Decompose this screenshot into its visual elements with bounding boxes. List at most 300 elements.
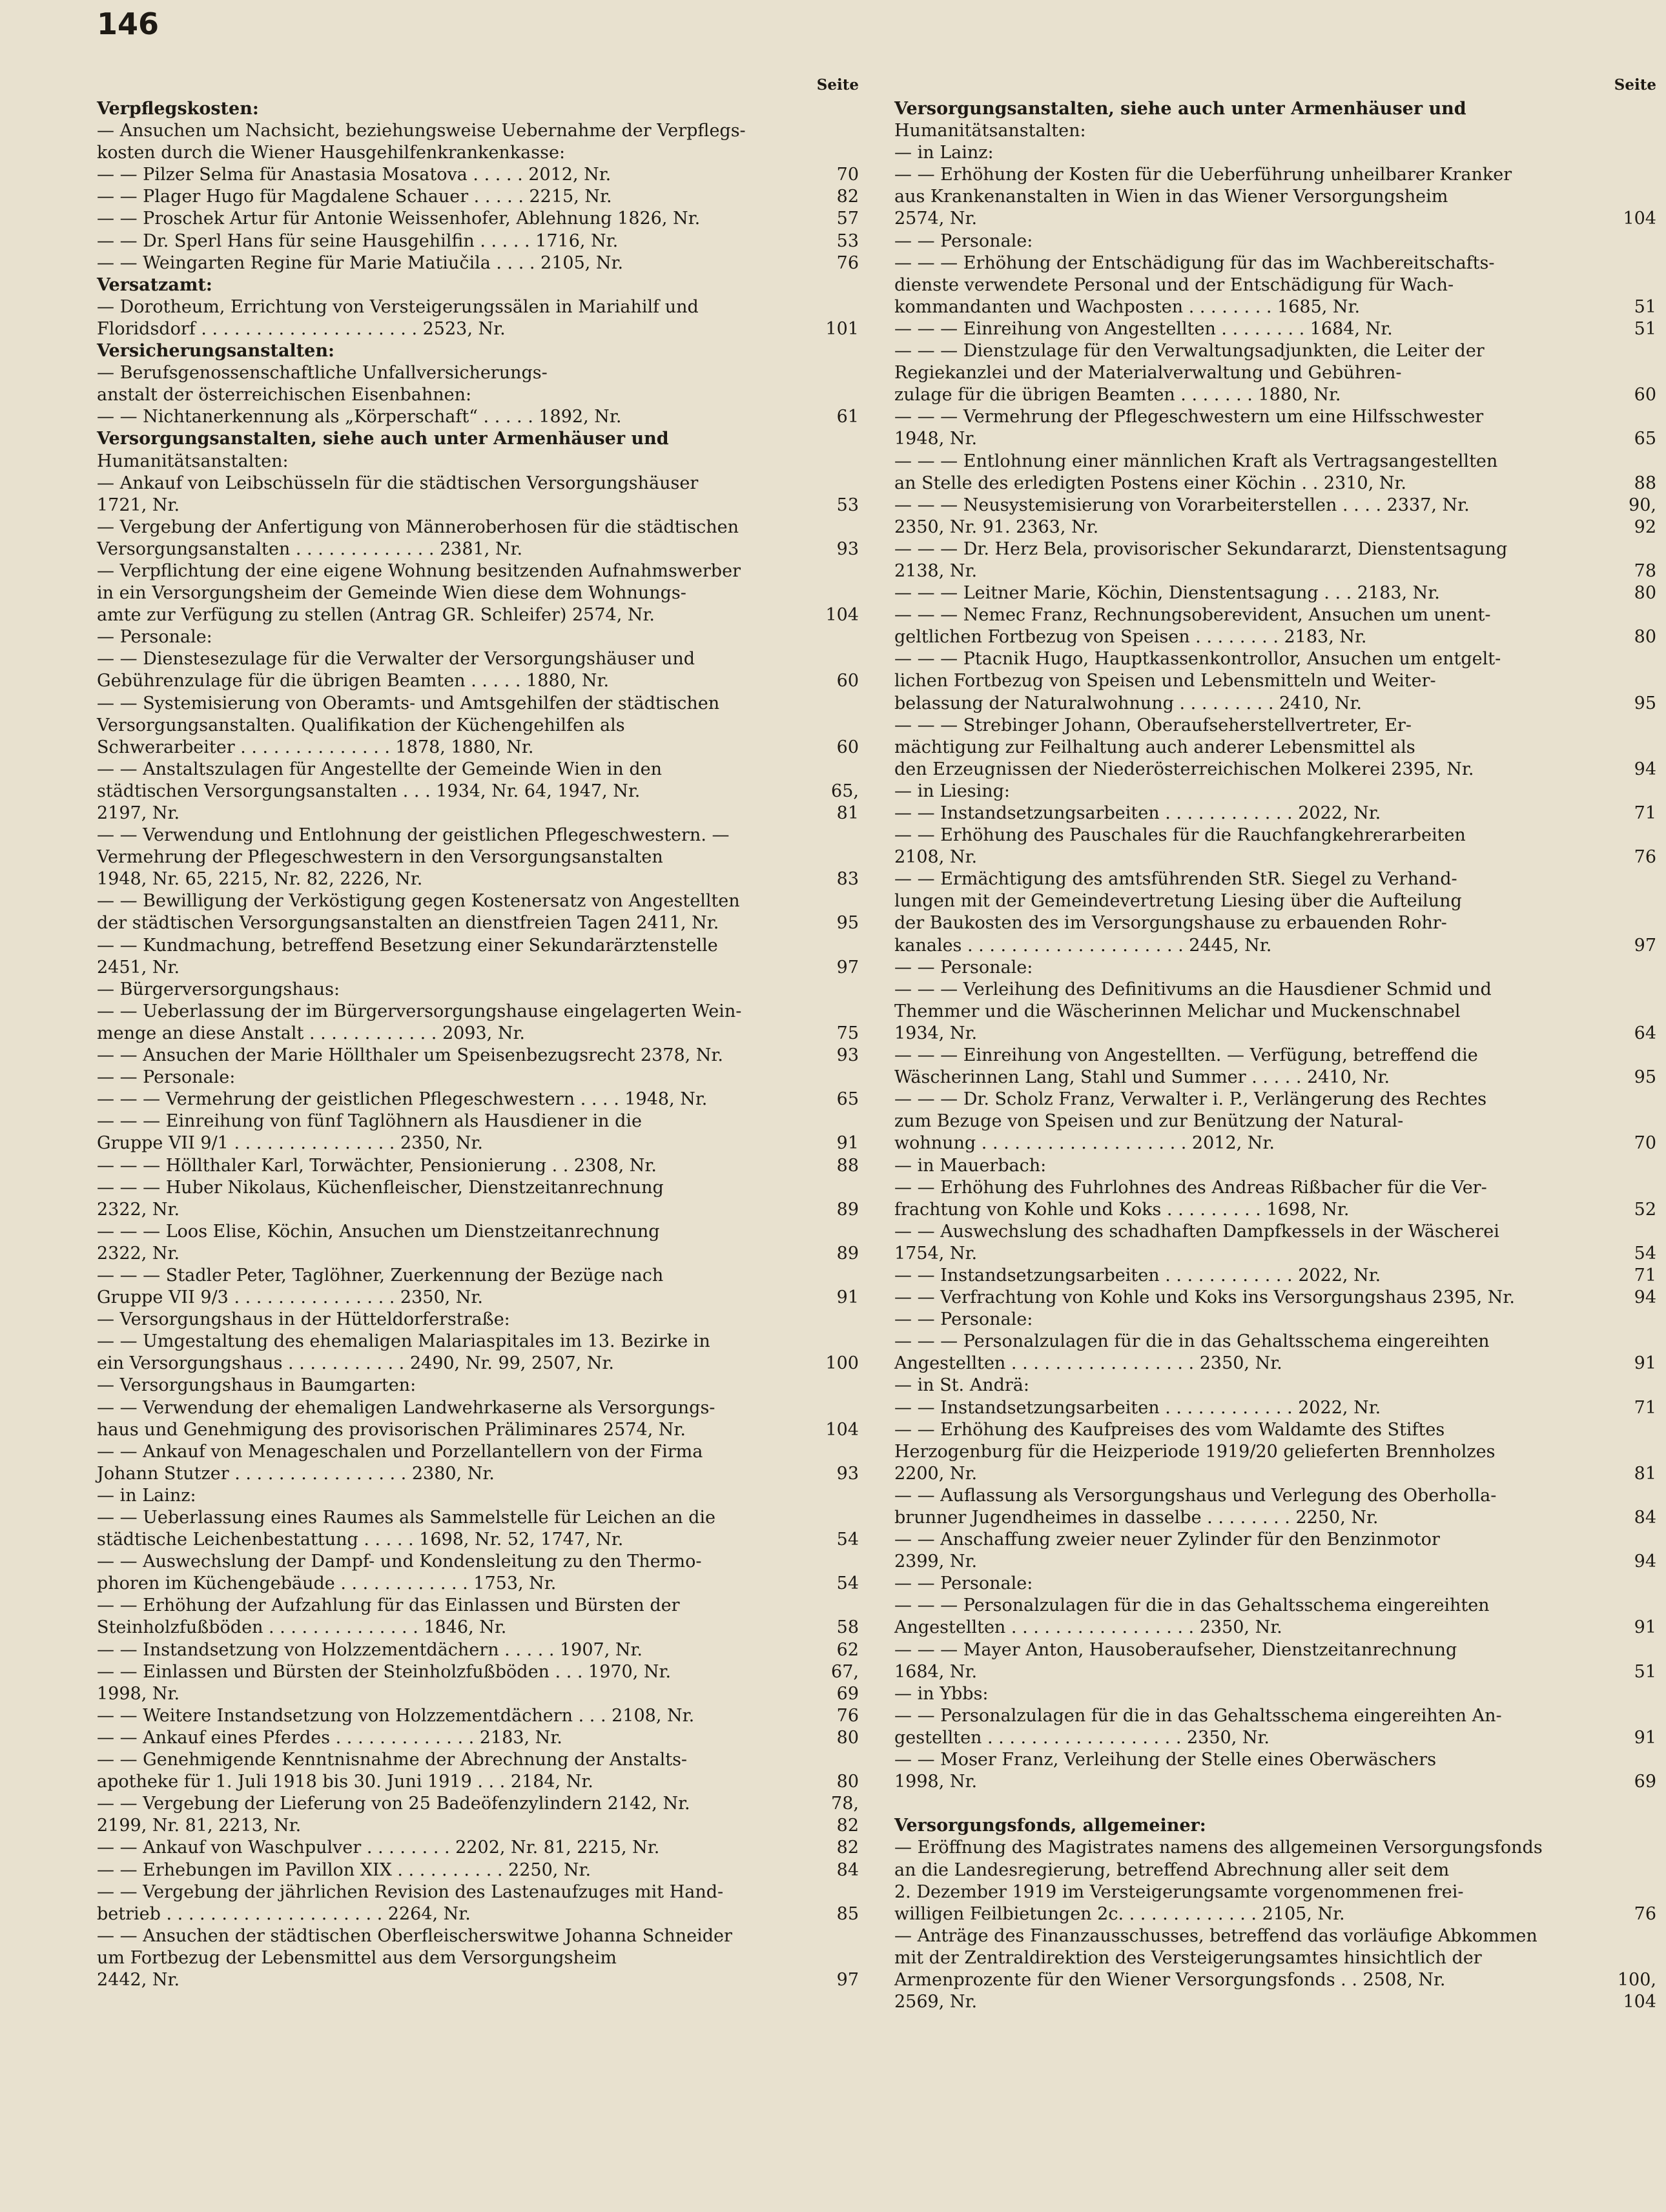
index-entry-text: — — Ueberlassung der im Bürgerversorgungshause eingelagerten Wein- xyxy=(97,1001,742,1021)
index-entry-text: 2399, Nr. xyxy=(894,1551,978,1572)
index-line xyxy=(894,604,1656,626)
index-entry-text: — — — Stadler Peter, Taglöhner, Zuerkennung der Bezüge nach xyxy=(97,1265,664,1285)
index-entry-text: — Ankauf von Leibschüsseln für die städtischen Versorgungshäuser xyxy=(97,473,699,493)
index-line xyxy=(894,1595,1656,1617)
index-line xyxy=(97,890,859,912)
index-line xyxy=(97,1925,859,1947)
index-entry-text: 2322, Nr. xyxy=(97,1199,180,1220)
index-entry-text: 2350, Nr. 91. 2363, Nr. xyxy=(894,517,1099,537)
index-line xyxy=(97,1837,859,1859)
page-reference: 91 xyxy=(836,1287,859,1308)
index-entry-text: anstalt der österreichischen Eisenbahnen: xyxy=(97,385,472,405)
index-entry-text: — — — Einreihung von Angestellten . . . . . . . . 1684, Nr. xyxy=(894,318,1393,339)
page-reference: 51 xyxy=(1634,318,1656,339)
index-entry-text: 2574, Nr. xyxy=(894,209,978,229)
index-entry-text: Steinholzfußböden . . . . . . . . . . . . . . 1846, Nr. xyxy=(97,1617,507,1638)
index-entry-text: Armenprozente für den Wiener Versorgungsfonds . . 2508, Nr. xyxy=(894,1969,1446,1990)
page-reference: 93 xyxy=(836,1045,859,1066)
index-line xyxy=(894,1705,1656,1727)
index-entry-text: — — — Einreihung von fünf Taglöhnern als Hausdiener in die xyxy=(97,1111,643,1132)
index-entry-text: — — — Dienstzulage für den Verwaltungsadjunkten, die Leiter der xyxy=(894,341,1485,362)
page-reference: 88 xyxy=(1634,473,1656,493)
index-line xyxy=(97,1419,859,1441)
index-line xyxy=(894,1309,1656,1331)
page-reference: 84 xyxy=(836,1859,859,1880)
index-line xyxy=(97,957,859,979)
index-entry-text: — — — Huber Nikolaus, Küchenfleischer, Dienstzeitanrechnung xyxy=(97,1177,664,1198)
index-entry-text: Gruppe VII 9/3 . . . . . . . . . . . . . . . 2350, Nr. xyxy=(97,1287,483,1308)
index-entry-text: aus Krankenanstalten in Wien in das Wiener Versorgungsheim xyxy=(894,187,1448,207)
index-entry-text: — — Moser Franz, Verleihung der Stelle eines Oberwäschers xyxy=(894,1750,1437,1770)
page-reference: 53 xyxy=(836,495,859,515)
index-line xyxy=(97,451,859,473)
page-reference: 64 xyxy=(1634,1023,1656,1043)
index-line xyxy=(894,451,1656,473)
index-entry-text: — in Lainz: xyxy=(97,1485,196,1506)
index-line xyxy=(97,1617,859,1639)
index-entry-text: — Personale: xyxy=(97,627,212,648)
index-line xyxy=(97,1947,859,1969)
index-line xyxy=(97,935,859,957)
page-reference: 70 xyxy=(836,165,859,185)
page-reference: 78 xyxy=(1634,560,1656,581)
index-entry-text: — — — Einreihung von Angestellten. — Verfügung, betreffend die xyxy=(894,1045,1478,1066)
index-entry-text: — — — Vermehrung der geistlichen Pflegeschwestern . . . . 1948, Nr. xyxy=(97,1089,708,1110)
index-entry-text: Regiekanzlei und der Materialverwaltung und Gebühren- xyxy=(894,363,1402,384)
page-reference: 104 xyxy=(1623,1992,1656,2012)
index-line xyxy=(97,781,859,803)
index-line xyxy=(97,1793,859,1815)
index-line xyxy=(97,1111,859,1132)
index-line xyxy=(894,1155,1656,1177)
index-line xyxy=(894,1375,1656,1397)
page-reference: 75 xyxy=(836,1023,859,1043)
page-reference: 60 xyxy=(1634,385,1656,405)
index-line xyxy=(97,803,859,824)
index-entry-text: Humanitätsanstalten: xyxy=(894,121,1086,141)
index-line xyxy=(894,252,1656,274)
index-entry-text: Angestellten . . . . . . . . . . . . . . . . . 2350, Nr. xyxy=(894,1353,1282,1374)
page-reference: 88 xyxy=(836,1155,859,1176)
index-entry-text: — — Bewilligung der Verköstigung gegen Kostenersatz von Angestellten xyxy=(97,891,740,912)
page-reference: 85 xyxy=(836,1903,859,1924)
index-entry-text: — — Personale: xyxy=(97,1067,236,1088)
index-line xyxy=(97,1089,859,1111)
index-line xyxy=(97,1199,859,1221)
page-reference: 90, xyxy=(1629,495,1656,515)
index-entry-text: den Erzeugnissen der Niederösterreichischen Molkerei 2395, Nr. xyxy=(894,759,1474,779)
index-line xyxy=(894,1793,1656,1815)
index-line xyxy=(894,582,1656,604)
index-line xyxy=(97,846,859,868)
index-line xyxy=(894,1023,1656,1045)
index-entry-text: Wäscherinnen Lang, Stahl und Summer . . . . . 2410, Nr. xyxy=(894,1067,1390,1088)
index-entry-text: amte zur Verfügung zu stellen (Antrag GR. Schleifer) 2574, Nr. xyxy=(97,605,655,626)
index-line xyxy=(97,1529,859,1551)
page-reference: 76 xyxy=(836,252,859,273)
index-line xyxy=(894,803,1656,824)
index-entry-text: Herzogenburg für die Heizperiode 1919/20 gelieferten Brennholzes xyxy=(894,1441,1496,1462)
index-line xyxy=(894,1463,1656,1485)
page-reference: 65 xyxy=(836,1089,859,1110)
index-line xyxy=(97,1023,859,1045)
index-entry-text: — — Verwendung der ehemaligen Landwehrkaserne als Versorgungs- xyxy=(97,1397,715,1418)
page-reference: 82 xyxy=(836,187,859,207)
page-reference: 94 xyxy=(1634,1287,1656,1308)
index-line xyxy=(894,846,1656,868)
index-entry-text: städtischen Versorgungsanstalten . . . 1934, Nr. 64, 1947, Nr. xyxy=(97,781,641,801)
index-entry-text: — — — Ptacnik Hugo, Hauptkassenkontrollor, Ansuchen um entgelt- xyxy=(894,649,1501,670)
index-entry-text: — — Genehmigende Kenntnisnahme der Abrechnung der Anstalts- xyxy=(97,1750,688,1770)
index-line xyxy=(894,560,1656,582)
index-entry-text: — Versorgungshaus in der Hütteldorferstraße: xyxy=(97,1309,510,1330)
index-entry-text: — — Weitere Instandsetzung von Holzzementdächern . . . 2108, Nr. xyxy=(97,1705,695,1726)
index-line xyxy=(97,1859,859,1881)
index-line xyxy=(894,384,1656,406)
index-entry-text: — — Proschek Artur für Antonie Weissenhofer, Ablehnung 1826, Nr. xyxy=(97,209,701,229)
page-reference: 89 xyxy=(836,1243,859,1264)
page-reference: 100, xyxy=(1617,1969,1656,1990)
index-entry-text: — in Liesing: xyxy=(894,781,1010,801)
index-entry-text: — — Plager Hugo für Magdalene Schauer . . . . . 2215, Nr. xyxy=(97,187,612,207)
index-line xyxy=(97,517,859,538)
index-entry-text: haus und Genehmigung des provisorischen Präliminares 2574, Nr. xyxy=(97,1419,686,1440)
index-line xyxy=(97,1551,859,1573)
page-reference: 76 xyxy=(1634,847,1656,868)
index-entry-text: — — Auflassung als Versorgungshaus und Verlegung des Oberholla- xyxy=(894,1485,1497,1506)
page-number: 146 xyxy=(97,6,159,41)
index-line xyxy=(894,208,1656,230)
index-line xyxy=(97,362,859,384)
index-line xyxy=(894,1441,1656,1463)
index-entry-text: dienste verwendete Personal und der Entschädigung für Wach- xyxy=(894,274,1454,295)
right-entries xyxy=(894,98,1656,2013)
index-line xyxy=(97,1507,859,1529)
index-entry-text: — — — Höllthaler Karl, Torwächter, Pensionierung . . 2308, Nr. xyxy=(97,1155,657,1176)
index-entry-text: — — — Personalzulagen für die in das Gehaltsschema eingereihten xyxy=(894,1595,1490,1616)
index-line xyxy=(97,824,859,846)
index-entry-text: belassung der Naturalwohnung . . . . . . . . . 2410, Nr. xyxy=(894,693,1363,713)
index-line xyxy=(894,1045,1656,1067)
index-line xyxy=(894,1727,1656,1749)
page-reference: 70 xyxy=(1634,1133,1656,1154)
index-line xyxy=(894,1749,1656,1771)
index-entry-text: — — — Vermehrung der Pflegeschwestern um eine Hilfsschwester xyxy=(894,407,1484,427)
index-line xyxy=(97,1463,859,1485)
index-line xyxy=(894,1265,1656,1287)
index-line xyxy=(97,1749,859,1771)
index-entry-text: kosten durch die Wiener Hausgehilfenkrankenkasse: xyxy=(97,143,566,163)
page-reference: 95 xyxy=(1634,693,1656,713)
index-line xyxy=(894,495,1656,517)
index-line xyxy=(894,648,1656,670)
page-reference: 78, xyxy=(831,1794,859,1814)
index-line xyxy=(894,1881,1656,1903)
index-entry-text: — — Instandsetzungsarbeiten . . . . . . . . . . . . 2022, Nr. xyxy=(894,1397,1381,1418)
index-entry-text: — — Systemisierung von Oberamts- und Amtsgehilfen der städtischen xyxy=(97,693,720,713)
index-entry-text: — Versorgungshaus in Baumgarten: xyxy=(97,1375,416,1396)
page-reference: 83 xyxy=(836,869,859,890)
index-entry-text: zulage für die übrigen Beamten . . . . . . . 1880, Nr. xyxy=(894,385,1341,405)
index-entry-text: Johann Stutzer . . . . . . . . . . . . . . . . 2380, Nr. xyxy=(97,1463,495,1484)
index-line xyxy=(894,1859,1656,1881)
index-entry-text: — — Nichtanerkennung als „Körperschaft“ . . . . . 1892, Nr. xyxy=(97,407,622,427)
index-entry-text: an Stelle des erledigten Postens einer Köchin . . 2310, Nr. xyxy=(894,473,1406,493)
index-line xyxy=(97,1727,859,1749)
page-reference: 60 xyxy=(836,737,859,757)
index-entry-text: — Verpflichtung der eine eigene Wohnung besitzenden Aufnahmswerber xyxy=(97,560,741,581)
index-line xyxy=(97,1683,859,1705)
index-entry-text: Floridsdorf . . . . . . . . . . . . . . . . . . . . 2523, Nr. xyxy=(97,318,506,339)
index-line xyxy=(894,759,1656,781)
page-reference: 95 xyxy=(836,913,859,934)
index-entry-text: — — — Erhöhung der Entschädigung für das im Wachbereitschafts- xyxy=(894,252,1495,273)
index-entry-text: 1948, Nr. xyxy=(894,429,978,449)
page-reference: 81 xyxy=(1634,1463,1656,1484)
index-entry-text: wohnung . . . . . . . . . . . . . . . . . . . 2012, Nr. xyxy=(894,1133,1275,1154)
index-line xyxy=(97,1969,859,1991)
index-line xyxy=(894,868,1656,890)
index-line xyxy=(97,1045,859,1067)
index-line xyxy=(97,384,859,406)
index-line xyxy=(97,715,859,737)
index-entry-text: 2569, Nr. xyxy=(894,1992,978,2012)
index-entry-text: — — Ankauf eines Pferdes . . . . . . . . . . . . . 2183, Nr. xyxy=(97,1727,562,1748)
index-line xyxy=(894,890,1656,912)
index-line xyxy=(97,693,859,715)
index-entry-text: — — Erhöhung der Aufzahlung für das Einlassen und Bürsten der xyxy=(97,1595,680,1616)
index-line xyxy=(894,1221,1656,1243)
index-heading: Versorgungsanstalten, siehe auch unter Armenhäuser und xyxy=(894,99,1466,119)
index-entry-text: 1754, Nr. xyxy=(894,1243,978,1264)
index-heading: Versatzamt: xyxy=(97,274,212,295)
index-line xyxy=(97,670,859,692)
index-entry-text: 2138, Nr. xyxy=(894,560,978,581)
page-reference: 60 xyxy=(836,671,859,691)
index-line xyxy=(97,1771,859,1793)
index-entry-text: — — — Verleihung des Definitivums an die Hausdiener Schmid und xyxy=(894,979,1492,999)
index-line xyxy=(97,1177,859,1199)
page-reference: 54 xyxy=(836,1573,859,1594)
index-line xyxy=(97,1903,859,1925)
index-line xyxy=(894,428,1656,450)
index-line xyxy=(894,693,1656,715)
index-line xyxy=(894,626,1656,648)
index-line xyxy=(894,1639,1656,1661)
page-reference: 58 xyxy=(836,1617,859,1638)
page-reference: 65 xyxy=(1634,429,1656,449)
index-entry-text: — — Erhöhung des Kaufpreises des vom Waldamte des Stiftes xyxy=(894,1419,1445,1440)
index-entry-text: — — Personale: xyxy=(894,957,1033,978)
index-entry-text: — — Ermächtigung des amtsführenden StR. Siegel zu Verhand- xyxy=(894,869,1457,890)
index-entry-text: — — — Mayer Anton, Hausoberaufseher, Dienstzeitanrechnung xyxy=(894,1639,1457,1660)
index-line xyxy=(97,1265,859,1287)
page-reference: 91 xyxy=(1634,1727,1656,1748)
index-line xyxy=(97,473,859,495)
index-entry-text: — — Vergebung der Lieferung von 25 Badeöfenzylindern 2142, Nr. xyxy=(97,1794,690,1814)
index-line xyxy=(97,164,859,186)
index-line xyxy=(894,935,1656,957)
index-line xyxy=(894,98,1656,120)
index-entry-text: — — Ankauf von Menageschalen und Porzellantellern von der Firma xyxy=(97,1441,703,1462)
index-line xyxy=(894,1617,1656,1639)
page-reference: 93 xyxy=(836,538,859,559)
index-entry-text: — in Mauerbach: xyxy=(894,1155,1047,1176)
index-line xyxy=(894,164,1656,186)
index-line xyxy=(894,406,1656,428)
index-entry-text: 1998, Nr. xyxy=(894,1772,978,1792)
index-entry-text: 2199, Nr. 81, 2213, Nr. xyxy=(97,1816,302,1836)
page-reference: 76 xyxy=(1634,1903,1656,1924)
index-entry-text: 1684, Nr. xyxy=(894,1661,978,1682)
index-entry-text: 2442, Nr. xyxy=(97,1969,180,1990)
index-entry-text: um Fortbezug der Lebensmittel aus dem Versorgungsheim xyxy=(97,1947,617,1968)
index-entry-text: Gebührenzulage für die übrigen Beamten . . . . . 1880, Nr. xyxy=(97,671,610,691)
index-entry-text: — — Anstaltszulagen für Angestellte der Gemeinde Wien in den xyxy=(97,759,663,779)
index-entry-text: — — Auswechslung der Dampf- und Kondensleitung zu den Thermo- xyxy=(97,1551,702,1572)
index-line xyxy=(97,560,859,582)
index-line xyxy=(97,1067,859,1089)
index-line xyxy=(894,340,1656,362)
index-entry-text: — — — Entlohnung einer männlichen Kraft als Vertragsangestellten xyxy=(894,451,1498,471)
index-line xyxy=(97,252,859,274)
index-entry-text: der Baukosten des im Versorgungshause zu erbauenden Rohr- xyxy=(894,913,1447,934)
index-entry-text: geltlichen Fortbezug von Speisen . . . . . . . . 2183, Nr. xyxy=(894,627,1367,648)
index-entry-text: an die Landesregierung, betreffend Abrechnung aller seit dem xyxy=(894,1859,1450,1880)
index-entry-text: willigen Feilbietungen 2c. . . . . . . . . . . . . 2105, Nr. xyxy=(894,1903,1345,1924)
index-line xyxy=(894,538,1656,560)
index-line xyxy=(894,1683,1656,1705)
page-reference: 104 xyxy=(825,605,859,626)
index-entry-text: — — Dr. Sperl Hans für seine Hausgehilfin . . . . . 1716, Nr. xyxy=(97,230,619,251)
index-line xyxy=(894,1529,1656,1551)
index-line xyxy=(97,274,859,296)
index-line xyxy=(894,120,1656,142)
index-line xyxy=(894,186,1656,208)
index-line xyxy=(97,142,859,164)
index-line xyxy=(894,824,1656,846)
page-reference: 81 xyxy=(836,803,859,823)
page-reference: 54 xyxy=(1634,1243,1656,1264)
index-line xyxy=(894,1132,1656,1154)
index-line xyxy=(894,230,1656,252)
index-entry-text: kanales . . . . . . . . . . . . . . . . . . . . 2445, Nr. xyxy=(894,935,1272,956)
index-line xyxy=(894,362,1656,384)
index-entry-text: Versorgungsanstalten . . . . . . . . . . . . . 2381, Nr. xyxy=(97,538,523,559)
index-entry-text: — — — Leitner Marie, Köchin, Dienstentsagung . . . 2183, Nr. xyxy=(894,583,1440,604)
index-line xyxy=(894,1925,1656,1947)
index-entry-text: — — Ueberlassung eines Raumes als Sammelstelle für Leichen an die xyxy=(97,1508,715,1528)
index-line xyxy=(894,670,1656,692)
index-line xyxy=(894,1177,1656,1199)
page-reference: 97 xyxy=(1634,935,1656,956)
index-line xyxy=(894,1903,1656,1925)
index-line xyxy=(97,1441,859,1463)
index-entry-text: — — Kundmachung, betreffend Besetzung einer Sekundarärztenstelle xyxy=(97,935,718,956)
index-line xyxy=(894,1771,1656,1793)
index-line xyxy=(97,1132,859,1154)
index-entry-text: — — Pilzer Selma für Anastasia Mosatova . . . . . 2012, Nr. xyxy=(97,165,612,185)
page-reference: 80 xyxy=(1634,627,1656,648)
index-entry-text: — — — Loos Elise, Köchin, Ansuchen um Dienstzeitanrechnung xyxy=(97,1221,660,1242)
page-reference: 62 xyxy=(836,1639,859,1660)
index-line xyxy=(894,1991,1656,2013)
index-entry-text: Schwerarbeiter . . . . . . . . . . . . . . 1878, 1880, Nr. xyxy=(97,737,534,757)
column-header-seite: Seite xyxy=(816,76,859,94)
index-entry-text: lichen Fortbezug von Speisen und Lebensmitteln und Weiter- xyxy=(894,671,1436,691)
page-reference: 80 xyxy=(836,1727,859,1748)
index-line xyxy=(97,1001,859,1023)
index-line xyxy=(894,715,1656,737)
index-entry-text: — in St. Andrä: xyxy=(894,1375,1029,1396)
index-entry-text: 2451, Nr. xyxy=(97,957,180,978)
index-entry-text: 2200, Nr. xyxy=(894,1463,978,1484)
index-entry-text: — — Personale: xyxy=(894,1309,1033,1330)
index-line xyxy=(97,1815,859,1837)
index-entry-text: 1998, Nr. xyxy=(97,1683,180,1704)
index-entry-text: — — Erhöhung des Pauschales für die Rauchfangkehrerarbeiten xyxy=(894,825,1466,846)
index-line xyxy=(97,1287,859,1309)
index-line xyxy=(97,1353,859,1375)
index-entry-text: — Anträge des Finanzausschusses, betreffend das vorläufige Abkommen xyxy=(894,1925,1537,1946)
index-line xyxy=(894,296,1656,318)
index-line xyxy=(894,1089,1656,1111)
page-reference: 57 xyxy=(836,209,859,229)
index-entry-text: — Bürgerversorgungshaus: xyxy=(97,979,340,999)
index-entry-text: — — Instandsetzungsarbeiten . . . . . . . . . . . . 2022, Nr. xyxy=(894,1265,1381,1285)
index-line xyxy=(97,1375,859,1397)
index-entry-text: lungen mit der Gemeindevertretung Liesing über die Aufteilung xyxy=(894,891,1462,912)
index-entry-text: 1948, Nr. 65, 2215, Nr. 82, 2226, Nr. xyxy=(97,869,423,890)
index-line xyxy=(97,1705,859,1727)
page-reference: 100 xyxy=(825,1353,859,1374)
index-line xyxy=(894,517,1656,538)
index-entry-text: — — Weingarten Regine für Marie Matiučila . . . . 2105, Nr. xyxy=(97,252,624,273)
index-line xyxy=(894,979,1656,1001)
index-line xyxy=(97,582,859,604)
index-line xyxy=(97,318,859,340)
page-reference: 91 xyxy=(1634,1353,1656,1374)
index-entry-text: apotheke für 1. Juli 1918 bis 30. Juni 1919 . . . 2184, Nr. xyxy=(97,1772,593,1792)
index-entry-text: 1934, Nr. xyxy=(894,1023,978,1043)
index-entry-text: — — Instandsetzung von Holzzementdächern . . . . . 1907, Nr. xyxy=(97,1639,643,1660)
page-reference: 104 xyxy=(825,1419,859,1440)
page-reference: 65, xyxy=(831,781,859,801)
index-entry-text: — — Personale: xyxy=(894,230,1033,251)
page-reference: 92 xyxy=(1634,517,1656,537)
index-entry-text: — — Ansuchen der städtischen Oberfleischerswitwe Johanna Schneider xyxy=(97,1925,732,1946)
index-entry-text: 1721, Nr. xyxy=(97,495,180,515)
index-line xyxy=(97,230,859,252)
index-entry-text: 2197, Nr. xyxy=(97,803,180,823)
index-line xyxy=(97,626,859,648)
index-heading: Versorgungsfonds, allgemeiner: xyxy=(894,1816,1206,1836)
index-line xyxy=(894,1969,1656,1991)
index-line xyxy=(894,1573,1656,1595)
index-line xyxy=(894,318,1656,340)
page-reference: 51 xyxy=(1634,1661,1656,1682)
index-line xyxy=(894,1067,1656,1089)
index-entry-text: — — Erhöhung der Kosten für die Ueberführung unheilbarer Kranker xyxy=(894,165,1512,185)
index-line xyxy=(894,912,1656,934)
index-line xyxy=(97,648,859,670)
column-header-seite: Seite xyxy=(1614,76,1656,94)
index-entry-text: — — Erhöhung des Fuhrlohnes des Andreas Rißbacher für die Ver- xyxy=(894,1177,1487,1198)
index-line xyxy=(894,1551,1656,1573)
index-line xyxy=(97,1485,859,1507)
index-entry-text: 2322, Nr. xyxy=(97,1243,180,1264)
index-line xyxy=(97,1881,859,1903)
